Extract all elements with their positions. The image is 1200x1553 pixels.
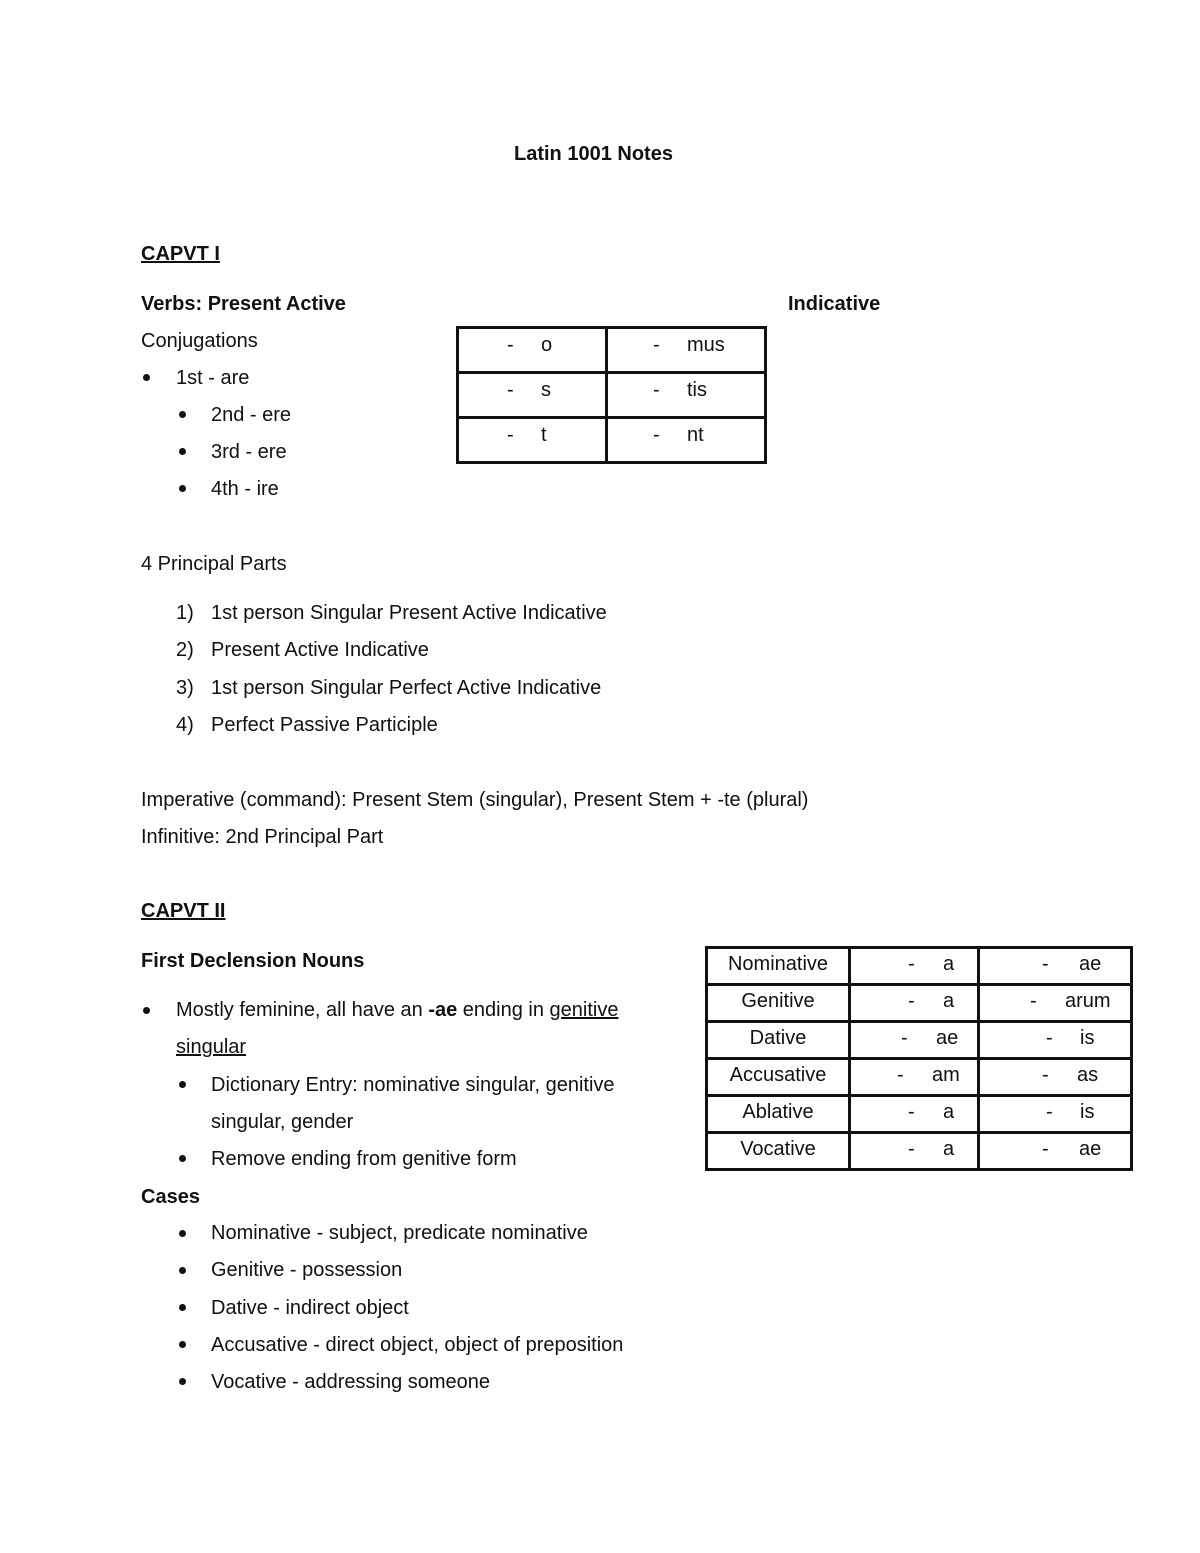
- bullet-icon: [179, 448, 186, 455]
- table-cell: Genitive: [707, 985, 850, 1022]
- table-cell: - a: [850, 948, 979, 985]
- table-cell: Dative: [707, 1022, 850, 1059]
- table-row: [707, 948, 1132, 985]
- list-item: Dative - indirect object: [211, 1297, 409, 1319]
- table-cell: Accusative: [707, 1059, 850, 1096]
- table-row: [707, 1133, 1132, 1170]
- list-item: Nominative - subject, predicate nominative: [211, 1222, 588, 1244]
- indicative-label: Indicative: [788, 293, 881, 315]
- bullet-icon: [179, 1341, 186, 1348]
- principal-parts-label: 4 Principal Parts: [141, 553, 287, 575]
- chapter-2-heading: CAPVT II: [141, 900, 226, 922]
- table-row: [707, 1022, 1132, 1059]
- bullet-icon: [179, 1081, 186, 1088]
- table-row: [707, 985, 1132, 1022]
- list-item: Genitive - possession: [211, 1259, 403, 1281]
- table-cell: - a: [850, 985, 979, 1022]
- bullet-icon: [179, 1267, 186, 1274]
- declension-note-cont: singular: [176, 1036, 247, 1058]
- bullet-icon: [179, 1304, 186, 1311]
- bullet-icon: [179, 411, 186, 418]
- table-cell: Ablative: [707, 1096, 850, 1133]
- list-item: Present Active Indicative: [211, 639, 429, 661]
- list-item: Accusative - direct object, object of preposition: [211, 1334, 624, 1356]
- table-cell: - tis: [607, 373, 766, 418]
- table-row: [458, 418, 766, 463]
- list-number: 3): [176, 677, 194, 699]
- first-declension-heading: First Declension Nouns: [141, 950, 365, 972]
- table-cell: - is: [979, 1022, 1132, 1059]
- list-number: 4): [176, 714, 194, 736]
- table-cell: - am: [850, 1059, 979, 1096]
- list-item: 2nd - ere: [211, 404, 292, 426]
- verbs-heading: Verbs: Present Active: [141, 293, 346, 315]
- bullet-icon: [179, 1155, 186, 1162]
- list-item: Perfect Passive Participle: [211, 714, 438, 736]
- table-cell: Nominative: [707, 948, 850, 985]
- imperative-note: Imperative (command): Present Stem (singular), Present Stem + -te (plural): [141, 789, 809, 811]
- bullet-icon: [179, 1230, 186, 1237]
- bullet-icon: [179, 1378, 186, 1385]
- table-cell: - nt: [607, 418, 766, 463]
- table-cell: - o: [458, 328, 607, 373]
- table-row: [458, 328, 766, 373]
- declension-table: [705, 946, 1133, 1171]
- dictionary-entry-note: Dictionary Entry: nominative singular, genitive: [211, 1074, 615, 1096]
- table-cell: Vocative: [707, 1133, 850, 1170]
- bullet-icon: [143, 374, 150, 381]
- table-cell: - ae: [979, 1133, 1132, 1170]
- declension-note: Mostly feminine, all have an -ae ending in genitive: [176, 999, 619, 1021]
- table-cell: - mus: [607, 328, 766, 373]
- list-item: 1st person Singular Present Active Indicative: [211, 602, 607, 624]
- table-cell: - ae: [979, 948, 1132, 985]
- table-cell: - t: [458, 418, 607, 463]
- list-item: 1st - are: [176, 367, 250, 389]
- infinitive-note: Infinitive: 2nd Principal Part: [141, 826, 384, 848]
- cases-heading: Cases: [141, 1186, 200, 1208]
- page-title: Latin 1001 Notes: [514, 143, 673, 165]
- remove-ending-note: Remove ending from genitive form: [211, 1148, 517, 1170]
- table-cell: - is: [979, 1096, 1132, 1133]
- table-cell: - as: [979, 1059, 1132, 1096]
- table-row: [707, 1059, 1132, 1096]
- table-row: [458, 373, 766, 418]
- table-cell: - s: [458, 373, 607, 418]
- table-row: [707, 1096, 1132, 1133]
- table-cell: - a: [850, 1096, 979, 1133]
- list-number: 2): [176, 639, 194, 661]
- bullet-icon: [143, 1007, 150, 1014]
- chapter-1-heading: CAPVT I: [141, 243, 220, 265]
- list-item: Vocative - addressing someone: [211, 1371, 491, 1393]
- table-cell: - arum: [979, 985, 1132, 1022]
- list-item: 3rd - ere: [211, 441, 287, 463]
- list-item: 1st person Singular Perfect Active Indicative: [211, 677, 602, 699]
- dictionary-entry-note-cont: singular, gender: [211, 1111, 354, 1133]
- table-cell: - a: [850, 1133, 979, 1170]
- verb-endings-table: [456, 326, 767, 464]
- list-item: 4th - ire: [211, 478, 279, 500]
- conjugations-label: Conjugations: [141, 330, 258, 352]
- table-cell: - ae: [850, 1022, 979, 1059]
- bullet-icon: [179, 485, 186, 492]
- list-number: 1): [176, 602, 194, 624]
